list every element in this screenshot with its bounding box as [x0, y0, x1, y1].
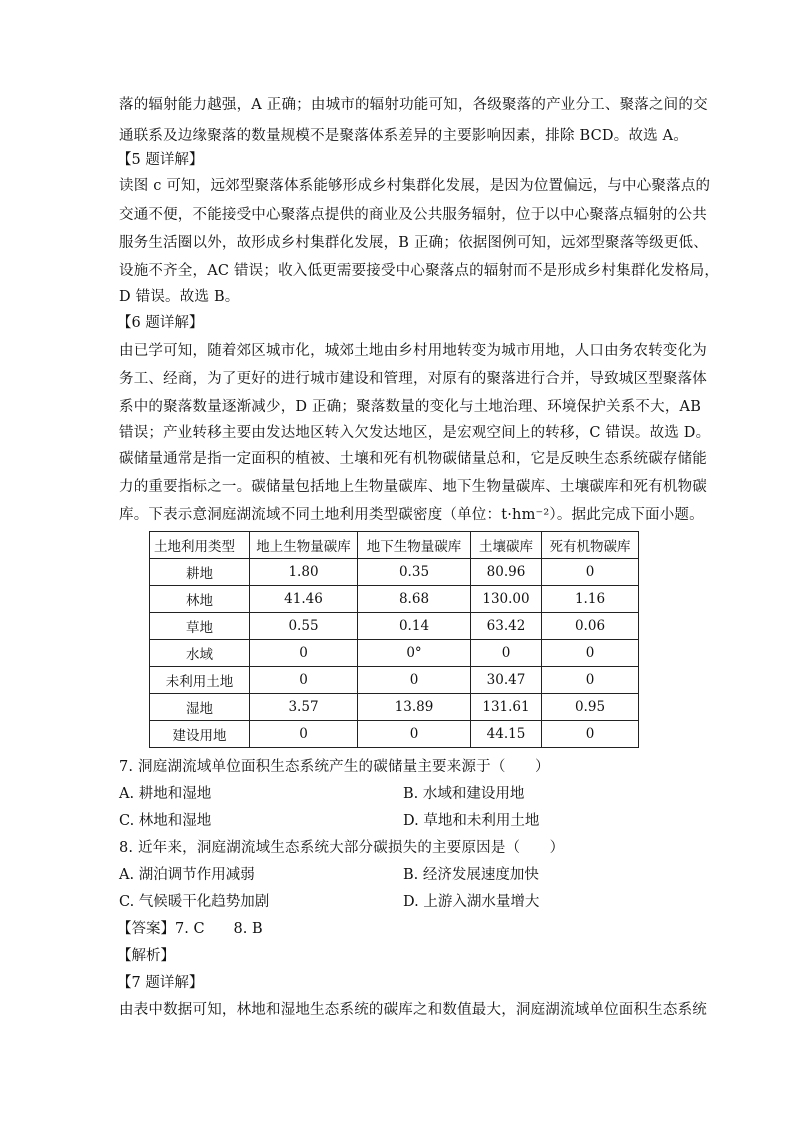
question-8-option-d: D. 上游入湖水量增大 — [403, 894, 540, 910]
paragraph-line: 读图 c 可知，远郊型聚落体系能够形成乡村集群化发展，是因为位置偏远，与中心聚落点的 — [119, 178, 711, 194]
table-cell: 44.15 — [471, 721, 542, 748]
question-7-option-a: A. 耕地和湿地 — [119, 786, 212, 802]
table-cell: 0 — [250, 640, 358, 667]
table-cell: 水域 — [150, 640, 250, 667]
table-row — [150, 586, 639, 613]
table-cell: 0 — [250, 721, 358, 748]
table-header-cell: 地下生物量碳库 — [358, 532, 471, 559]
table-cell: 131.61 — [471, 694, 542, 721]
table-row — [150, 613, 639, 640]
paragraph-line: 力的重要指标之一。碳储量包括地上生物量碳库、地下生物量碳库、土壤碳库和死有机物碳 — [119, 479, 707, 495]
paragraph-line: 务工、经商，为了更好的进行城市建设和管理，对原有的聚落进行合并，导致城区型聚落体 — [119, 371, 707, 387]
paragraph-line: 服务生活圈以外，故形成乡村集群化发展，B 正确；依据图例可知，远郊型聚落等级更低、 — [119, 235, 708, 251]
table-cell: 0 — [358, 721, 471, 748]
answer-line: 【答案】7. C 8. B — [117, 921, 263, 937]
question-7-option-c: C. 林地和湿地 — [119, 813, 212, 829]
q7-heading: 【7 题详解】 — [117, 975, 204, 991]
question-7-option-b: B. 水域和建设用地 — [403, 786, 525, 802]
table-row — [150, 667, 639, 694]
table-cell: 草地 — [150, 613, 250, 640]
table-row — [150, 694, 639, 721]
table-cell: 0 — [471, 640, 542, 667]
paragraph-line: 由表中数据可知，林地和湿地生态系统的碳库之和数值最大，洞庭湖流域单位面积生态系统 — [119, 1002, 707, 1018]
table-cell: 0 — [250, 667, 358, 694]
table-cell: 0 — [542, 667, 639, 694]
table-cell: 0.14 — [358, 613, 471, 640]
table-cell: 80.96 — [471, 559, 542, 586]
table-cell: 63.42 — [471, 613, 542, 640]
table-header-cell: 土地利用类型 — [150, 532, 250, 559]
table-cell: 0 — [542, 640, 639, 667]
table-header-cell: 地上生物量碳库 — [250, 532, 358, 559]
table-cell: 0.55 — [250, 613, 358, 640]
table-cell: 1.80 — [250, 559, 358, 586]
table-cell: 林地 — [150, 586, 250, 613]
table-cell: 0.35 — [358, 559, 471, 586]
paragraph-line: D 错误。故选 B。 — [119, 289, 240, 305]
table-cell: 8.68 — [358, 586, 471, 613]
table-cell: 30.47 — [471, 667, 542, 694]
paragraph-line: 交通不便，不能接受中心聚落点提供的商业及公共服务辐射，位于以中心聚落点辐射的公共 — [119, 207, 707, 223]
table-header-row — [150, 532, 639, 559]
table-cell: 41.46 — [250, 586, 358, 613]
analysis-heading: 【解析】 — [117, 948, 175, 964]
table-cell: 3.57 — [250, 694, 358, 721]
paragraph-line: 落的辐射能力越强，A 正确；由城市的辐射功能可知，各级聚落的产业分工、聚落之间的交 — [119, 97, 708, 113]
question-7-option-d: D. 草地和未利用土地 — [403, 813, 540, 829]
paragraph-line: 错误；产业转移主要由发达地区转入欠发达地区，是宏观空间上的转移，C 错误。故选 D。 — [119, 425, 711, 441]
question-8-option-a: A. 湖泊调节作用减弱 — [119, 867, 255, 883]
question-7-stem: 7. 洞庭湖流域单位面积生态系统产生的碳储量主要来源于（ ） — [119, 759, 550, 775]
q5-heading: 【5 题详解】 — [117, 152, 204, 168]
paragraph-line: 设施不齐全，AC 错误；收入低更需要接受中心聚落点的辐射而不是形成乡村集群化发格局， — [119, 263, 720, 279]
table-row — [150, 721, 639, 748]
table-cell: 1.16 — [542, 586, 639, 613]
table-cell: 0.95 — [542, 694, 639, 721]
table-cell: 建设用地 — [150, 721, 250, 748]
paragraph-line: 系中的聚落数量逐渐减少，D 正确；聚落数量的变化与土地治理、环境保护关系不大，AB — [119, 399, 702, 415]
table-header-cell: 土壤碳库 — [471, 532, 542, 559]
question-8-option-b: B. 经济发展速度加快 — [403, 867, 539, 883]
paragraph-line: 库。下表示意洞庭湖流域不同土地利用类型碳密度（单位：t·hm⁻²）。据此完成下面小题。 — [119, 507, 704, 523]
paragraph-line: 碳储量通常是指一定面积的植被、土壤和死有机物碳储量总和，它是反映生态系统碳存储能 — [119, 451, 707, 467]
carbon-density-table — [149, 531, 639, 748]
paragraph-line: 通联系及边缘聚落的数量规模不是聚落体系差异的主要影响因素，排除 BCD。故选 A。 — [119, 128, 689, 144]
table-cell: 130.00 — [471, 586, 542, 613]
table-cell: 0 — [542, 721, 639, 748]
table-cell: 0° — [358, 640, 471, 667]
question-8-stem: 8. 近年来，洞庭湖流域生态系统大部分碳损失的主要原因是（ ） — [119, 840, 565, 856]
table-row — [150, 559, 639, 586]
table-row — [150, 640, 639, 667]
q6-heading: 【6 题详解】 — [117, 315, 204, 331]
table-header-cell: 死有机物碳库 — [542, 532, 639, 559]
table-cell: 0 — [542, 559, 639, 586]
table-cell: 耕地 — [150, 559, 250, 586]
table-cell: 13.89 — [358, 694, 471, 721]
table-cell: 0.06 — [542, 613, 639, 640]
table-cell: 0 — [358, 667, 471, 694]
paragraph-line: 由已学可知，随着郊区城市化，城郊土地由乡村用地转变为城市用地，人口由务农转变化为 — [119, 343, 707, 359]
question-8-option-c: C. 气候暖干化趋势加剧 — [119, 894, 270, 910]
table-cell: 未利用土地 — [150, 667, 250, 694]
table-cell: 湿地 — [150, 694, 250, 721]
